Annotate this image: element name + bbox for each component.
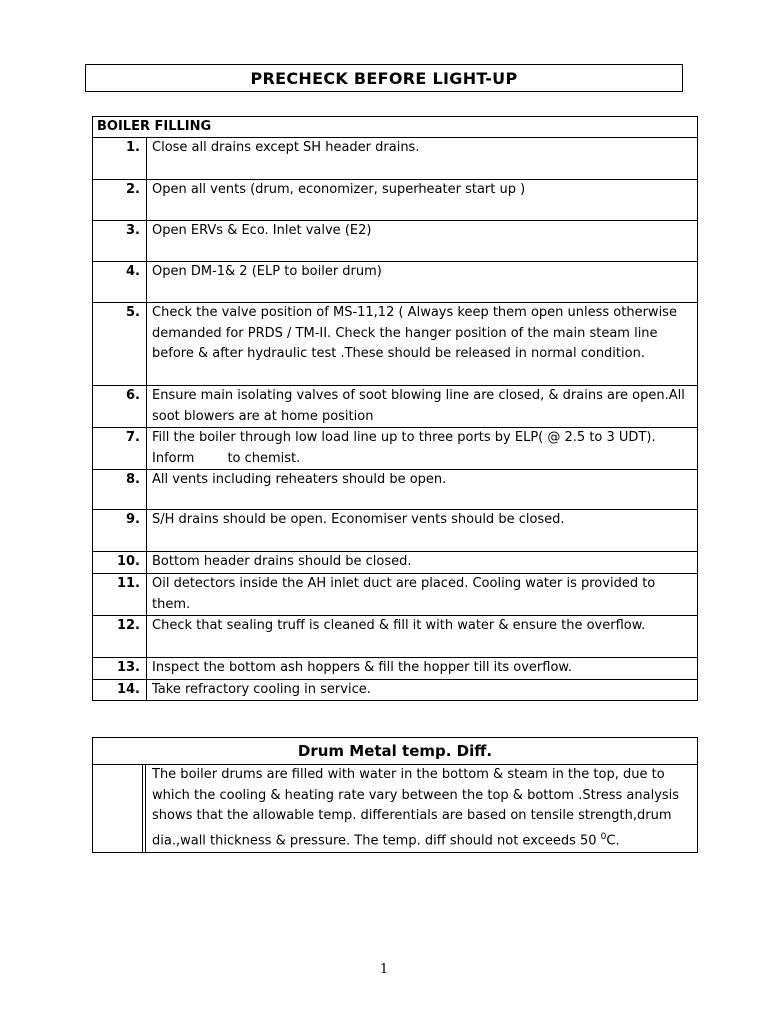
temp-unit: C.	[606, 832, 620, 848]
item-text: Inspect the bottom ash hoppers & fill the hopper till its overflow.	[147, 658, 698, 680]
drum-description-text: The boiler drums are filled with water in the bottom & steam in the top, due to which the cooling & heating rate vary between the top & bottom .Stress analysis shows that the allowable temp. differentials are based on tensile strength,drum dia.,wall thickness & pressure. The temp. diff should not exceeds 50	[152, 767, 680, 848]
drum-metal-temp-table	[92, 737, 698, 853]
section-heading: BOILER FILLING	[93, 117, 698, 138]
checklist-row	[93, 574, 698, 616]
checklist-row	[93, 470, 698, 510]
drum-empty-cell	[93, 765, 143, 853]
item-number: 10.	[93, 552, 147, 574]
item-text: Open all vents (drum, economizer, superheater start up )	[147, 180, 698, 221]
item-text: Fill the boiler through low load line up to three ports by ELP( @ 2.5 to 3 UDT). Inform to chemist.	[147, 428, 698, 470]
drum-body-row	[93, 765, 698, 853]
item-text: Oil detectors inside the AH inlet duct are placed. Cooling water is provided to them.	[147, 574, 698, 616]
item-number: 5.	[93, 303, 147, 386]
boiler-filling-table	[92, 116, 698, 701]
section-header-row	[93, 117, 698, 138]
item-text: Take refractory cooling in service.	[147, 679, 698, 701]
checklist-row	[93, 552, 698, 574]
item-number: 1.	[93, 138, 147, 180]
checklist-row	[93, 658, 698, 680]
page-title-box	[85, 64, 683, 92]
drum-section-heading: Drum Metal temp. Diff.	[93, 738, 698, 765]
checklist-row	[93, 386, 698, 428]
item-text: Open DM-1& 2 (ELP to boiler drum)	[147, 262, 698, 303]
checklist-row	[93, 616, 698, 658]
item-number: 9.	[93, 510, 147, 552]
item-text: All vents including reheaters should be open.	[147, 470, 698, 510]
page-title: PRECHECK BEFORE LIGHT-UP	[250, 68, 518, 88]
checklist-row	[93, 138, 698, 180]
temp-superscript: 0	[600, 831, 607, 842]
drum-heading-row	[93, 738, 698, 765]
item-text: Ensure main isolating valves of soot blowing line are closed, & drains are open.All soot blowers are at home position	[147, 386, 698, 428]
item-number: 14.	[93, 679, 147, 701]
checklist-row	[93, 221, 698, 262]
item-number: 12.	[93, 616, 147, 658]
page-number: 1	[379, 962, 389, 977]
checklist-row	[93, 428, 698, 470]
checklist-row	[93, 262, 698, 303]
item-number: 8.	[93, 470, 147, 510]
item-number: 3.	[93, 221, 147, 262]
item-number: 11.	[93, 574, 147, 616]
item-number: 2.	[93, 180, 147, 221]
item-text: Close all drains except SH header drains.	[147, 138, 698, 180]
drum-description	[146, 765, 698, 853]
item-text: S/H drains should be open. Economiser vents should be closed.	[147, 510, 698, 552]
item-number: 13.	[93, 658, 147, 680]
item-number: 6.	[93, 386, 147, 428]
checklist-row	[93, 303, 698, 386]
item-text: Check that sealing truff is cleaned & fill it with water & ensure the overflow.	[147, 616, 698, 658]
item-number: 7.	[93, 428, 147, 470]
checklist-row	[93, 180, 698, 221]
checklist-row	[93, 679, 698, 701]
item-text: Bottom header drains should be closed.	[147, 552, 698, 574]
checklist-row	[93, 510, 698, 552]
item-number: 4.	[93, 262, 147, 303]
item-text: Open ERVs & Eco. Inlet valve (E2)	[147, 221, 698, 262]
item-text: Check the valve position of MS-11,12 ( Always keep them open unless otherwise demanded for PRDS / TM-II. Check the hanger position of the main steam line before & after hydraulic test .These should be released in normal condition.	[147, 303, 698, 386]
